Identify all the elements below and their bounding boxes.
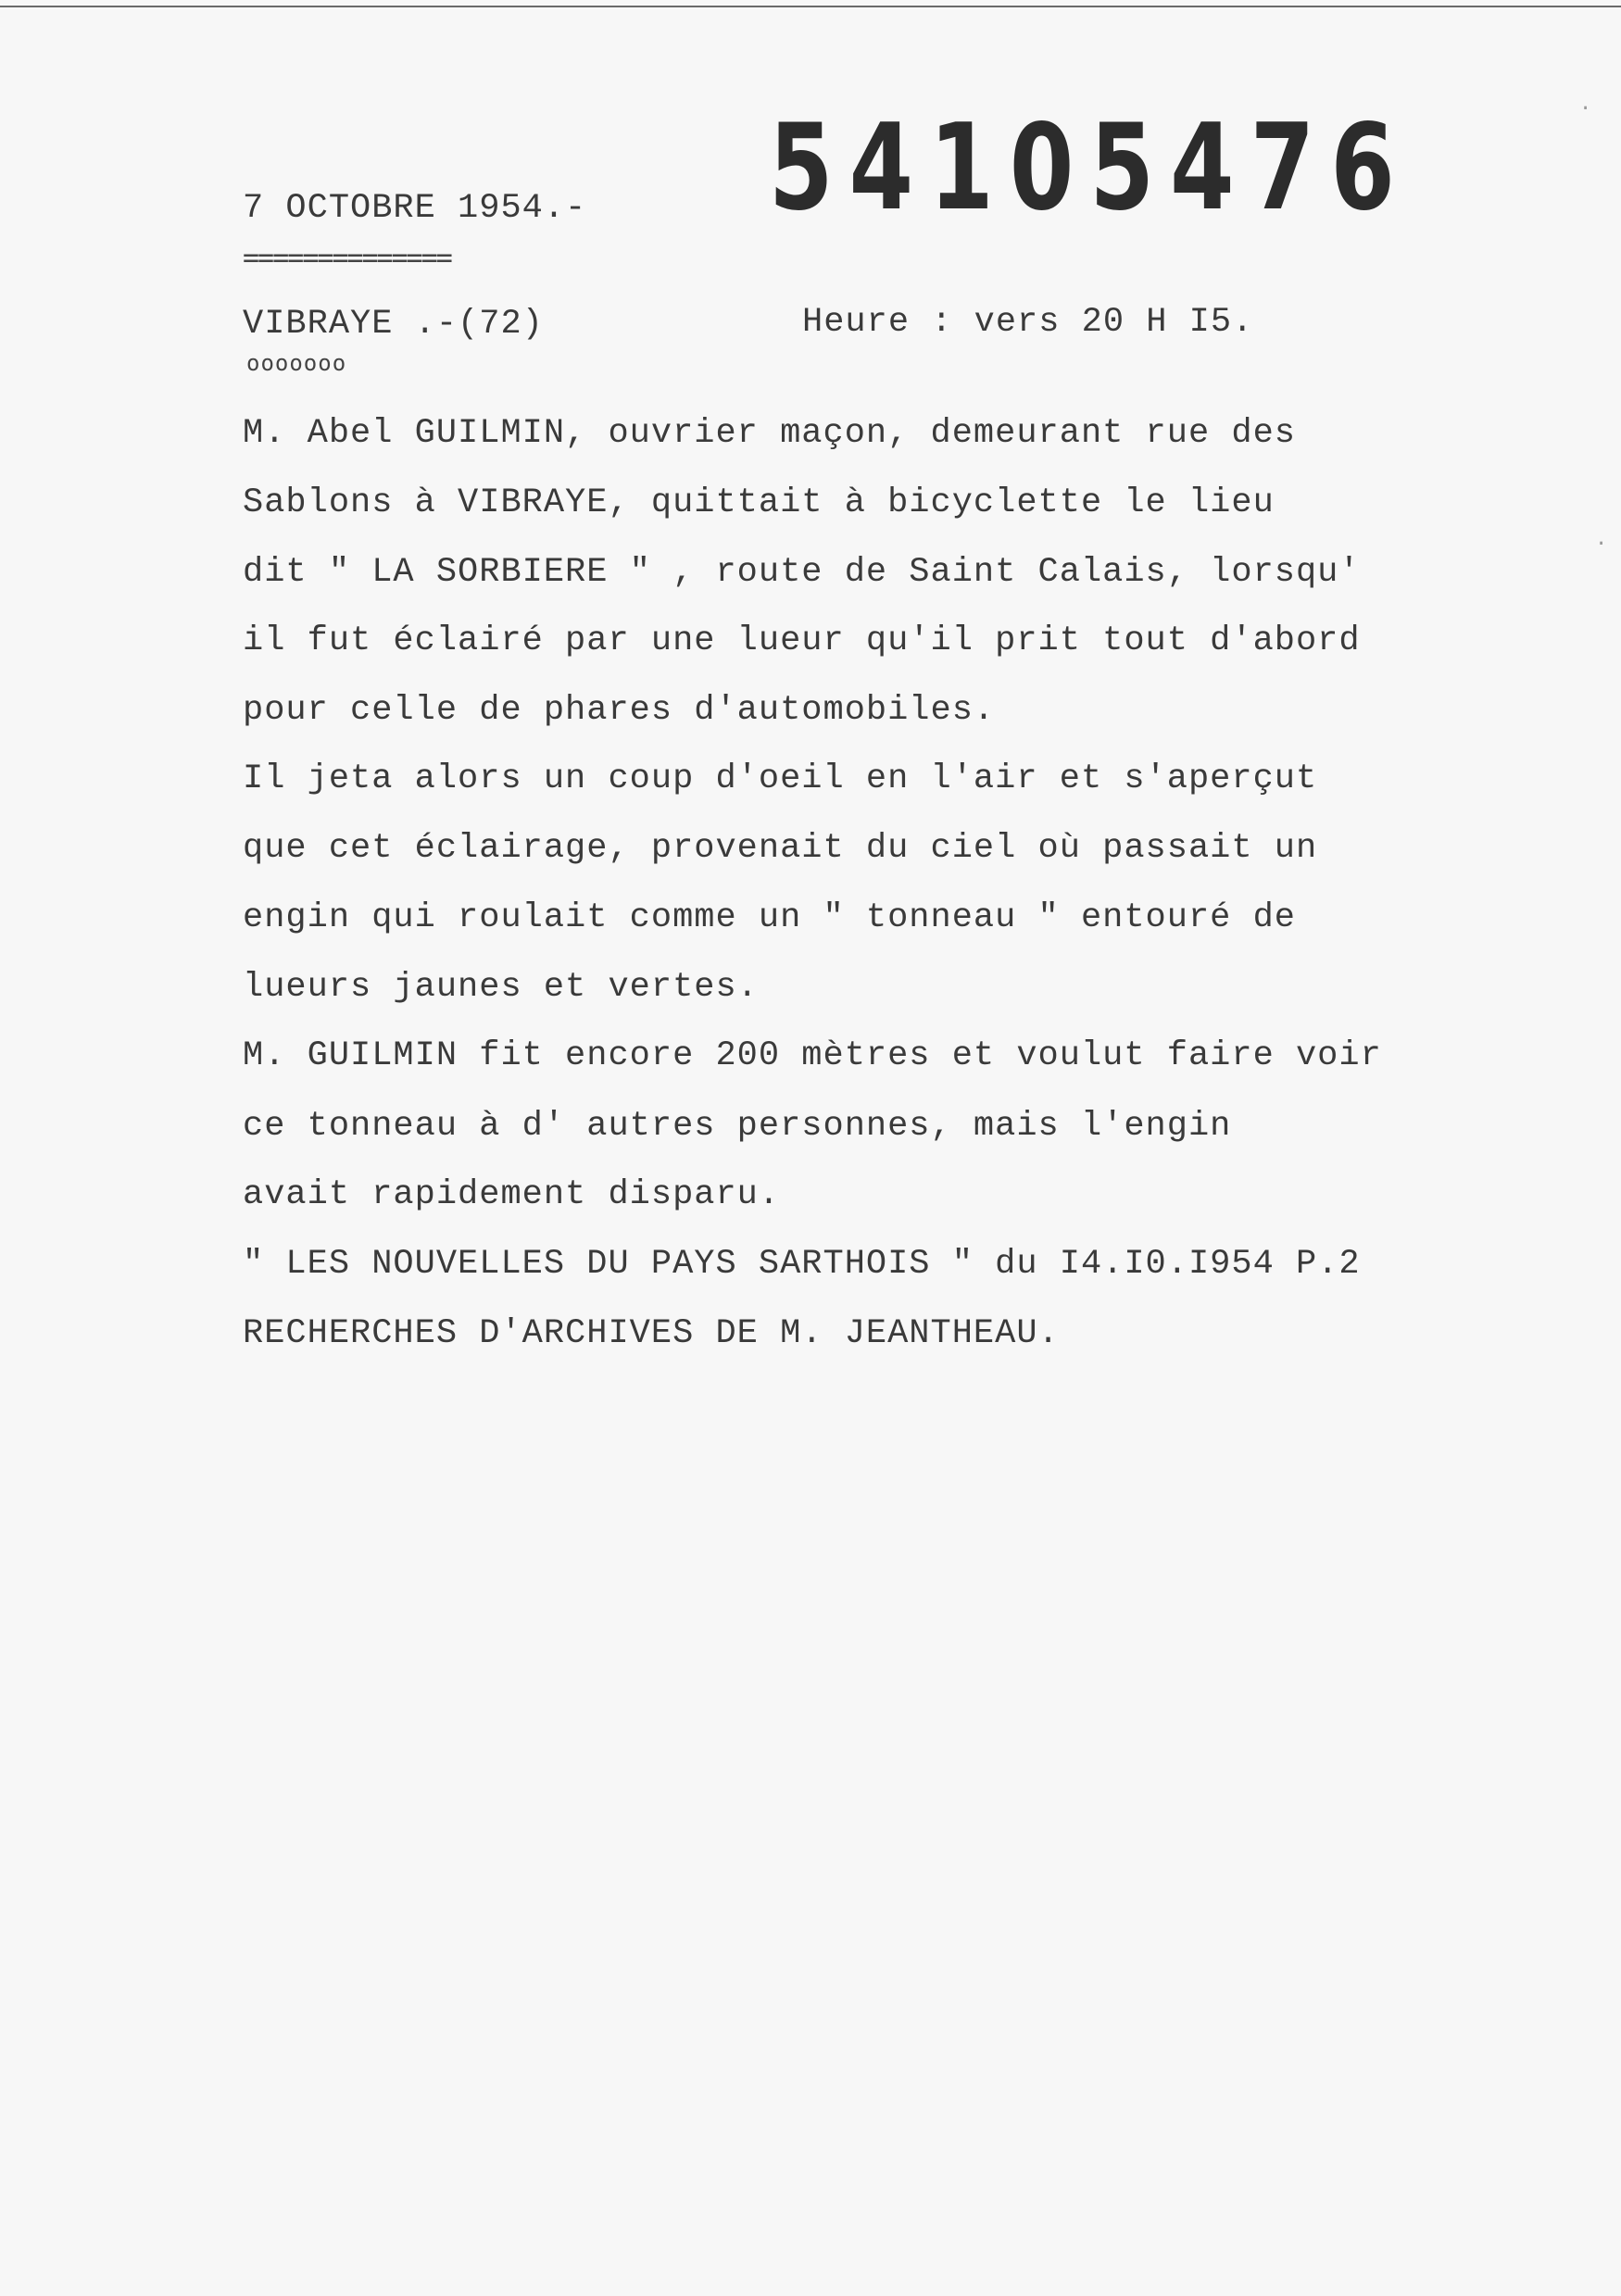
body-line: M. Abel GUILMIN, ouvrier maçon, demeurant rue des (243, 414, 1296, 453)
date-underline: ============== (243, 242, 451, 274)
place-underline: ooooooo (246, 350, 347, 376)
body-line: M. GUILMIN fit encore 200 mètres et voulut faire voir (243, 1036, 1382, 1075)
report-time: Heure : vers 20 H I5. (802, 303, 1254, 342)
body-line: avait rapidement disparu. (243, 1175, 781, 1214)
body-line: il fut éclairé par une lueur qu'il prit tout d'abord (243, 621, 1361, 660)
archive-credit: RECHERCHES D'ARCHIVES DE M. JEANTHEAU. (243, 1314, 1060, 1353)
margin-dot: · (1595, 533, 1608, 556)
report-place: VIBRAYE .-(72) (243, 305, 544, 344)
report-date: 7 OCTOBRE 1954.- (243, 189, 587, 228)
body-line: dit " LA SORBIERE " , route de Saint Calais, lorsqu' (243, 553, 1361, 592)
body-line: que cet éclairage, provenait du ciel où passait un (243, 829, 1318, 868)
body-line: pour celle de phares d'automobiles. (243, 691, 996, 730)
margin-dot: · (1579, 97, 1592, 120)
body-line: engin qui roulait comme un " tonneau " entouré de (243, 898, 1296, 937)
body-line: Sablons à VIBRAYE, quittait à bicyclette le lieu (243, 483, 1275, 522)
source-citation: " LES NOUVELLES DU PAYS SARTHOIS " du I4.I0.I954 P.2 (243, 1245, 1361, 1284)
body-line: Il jeta alors un coup d'oeil en l'air et s'aperçut (243, 759, 1318, 798)
page-top-edge (0, 6, 1621, 7)
case-number-stamp: 54105476 (769, 99, 1412, 237)
body-line: ce tonneau à d' autres personnes, mais l'engin (243, 1107, 1232, 1146)
body-line: lueurs jaunes et vertes. (243, 968, 759, 1007)
